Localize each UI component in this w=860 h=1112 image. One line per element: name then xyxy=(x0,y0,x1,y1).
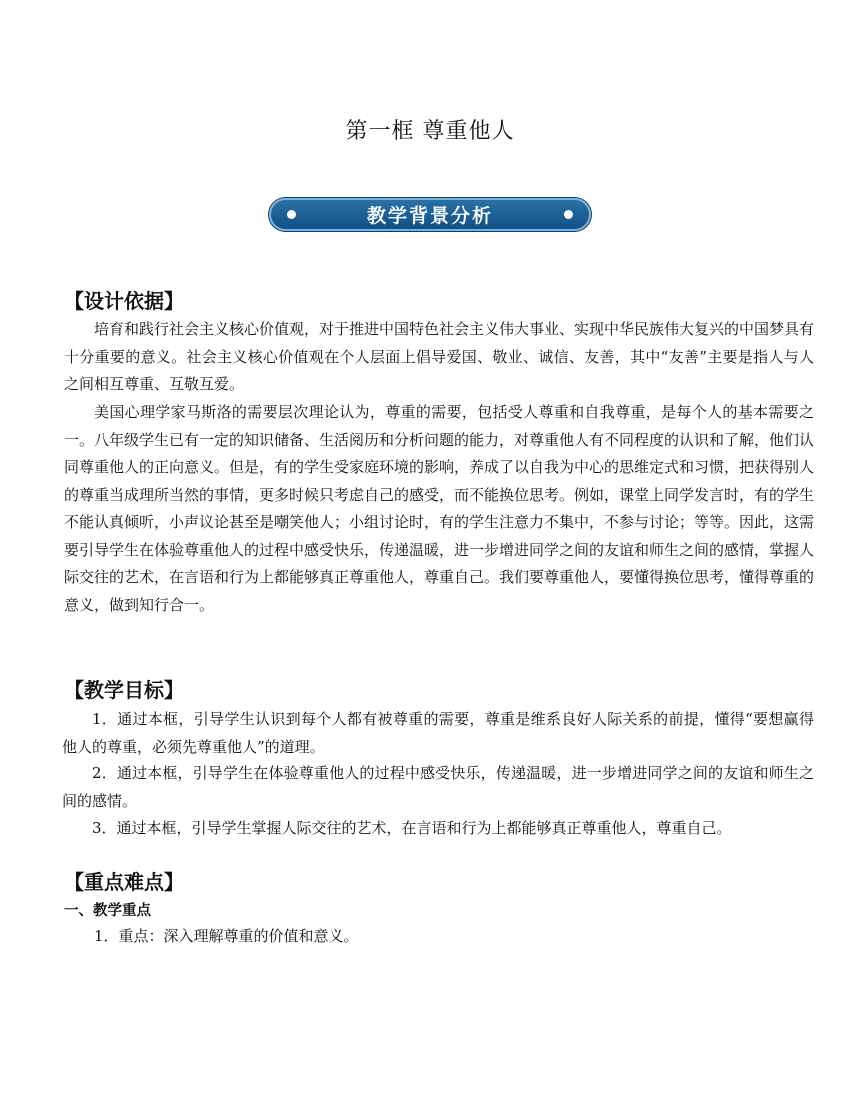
banner-dot-icon xyxy=(287,210,296,219)
teaching-goal-item: 2．通过本框，引导学生在体验尊重他人的过程中感受快乐，传递温暖，进一步增进同学之间的友谊和师生之间的感情。 xyxy=(62,764,814,810)
design-basis-paragraph: 培育和践行社会主义核心价值观，对于推进中国特色社会主义伟大事业、实现中华民族伟大复兴的中国梦具有十分重要的意义。社会主义核心价值观在个人层面上倡导爱国、敬业、诚信、友善，其中“友善”主要是指人与人之间相互尊重、互敬互爱。 xyxy=(64,320,815,393)
design-basis-heading: 【设计依据】 xyxy=(64,289,184,313)
key-point-item: 1．重点：深入理解尊重的价值和意义。 xyxy=(94,927,359,945)
section-banner xyxy=(269,198,591,231)
teaching-goals-heading: 【教学目标】 xyxy=(64,678,184,702)
key-points-heading: 【重点难点】 xyxy=(64,870,184,894)
banner-dot-icon xyxy=(564,210,573,219)
page-title: 第一框 尊重他人 xyxy=(345,119,515,144)
teaching-goal-item: 3．通过本框，引导学生掌握人际交往的艺术，在言语和行为上都能够真正尊重他人，尊重自己。 xyxy=(92,819,732,837)
key-points-subheading: 一、教学重点 xyxy=(64,903,151,919)
teaching-goal-item: 1．通过本框，引导学生认识到每个人都有被尊重的需要，尊重是维系良好人际关系的前提，懂得“要想赢得他人的尊重，必须先尊重他人”的道理。 xyxy=(62,710,814,756)
banner-label: 教学背景分析 xyxy=(366,205,493,227)
design-basis-paragraph: 美国心理学家马斯洛的需要层次理论认为，尊重的需要，包括受人尊重和自我尊重，是每个人的基本需要之一。八年级学生已有一定的知识储备、生活阅历和分析问题的能力，对尊重他人有不同程度的认识和了解，他们认同尊重他人的正向意义。但是，有的学生受家庭环境的影响，养成了以自我为中心的思维定式和习惯，把获得别人的尊重当成理所当然的事情，更多时候只考虑自己的感受，而不能换位思考。例如，课堂上同学发言时，有的学生不能认真倾听，小声议论甚至是嘲笑他人；小组讨论时，有的学生注意力不集中，不参与讨论；等等。因此，这需要引导学生在体验尊重他人的过程中感受快乐，传递温暖，进一步增进同学之间的友谊和师生之间的感情，掌握人际交往的艺术，在言语和行为上都能够真正尊重他人，尊重自己。我们要尊重他人，要懂得换位思考，懂得尊重的意义，做到知行合一。 xyxy=(64,403,815,614)
